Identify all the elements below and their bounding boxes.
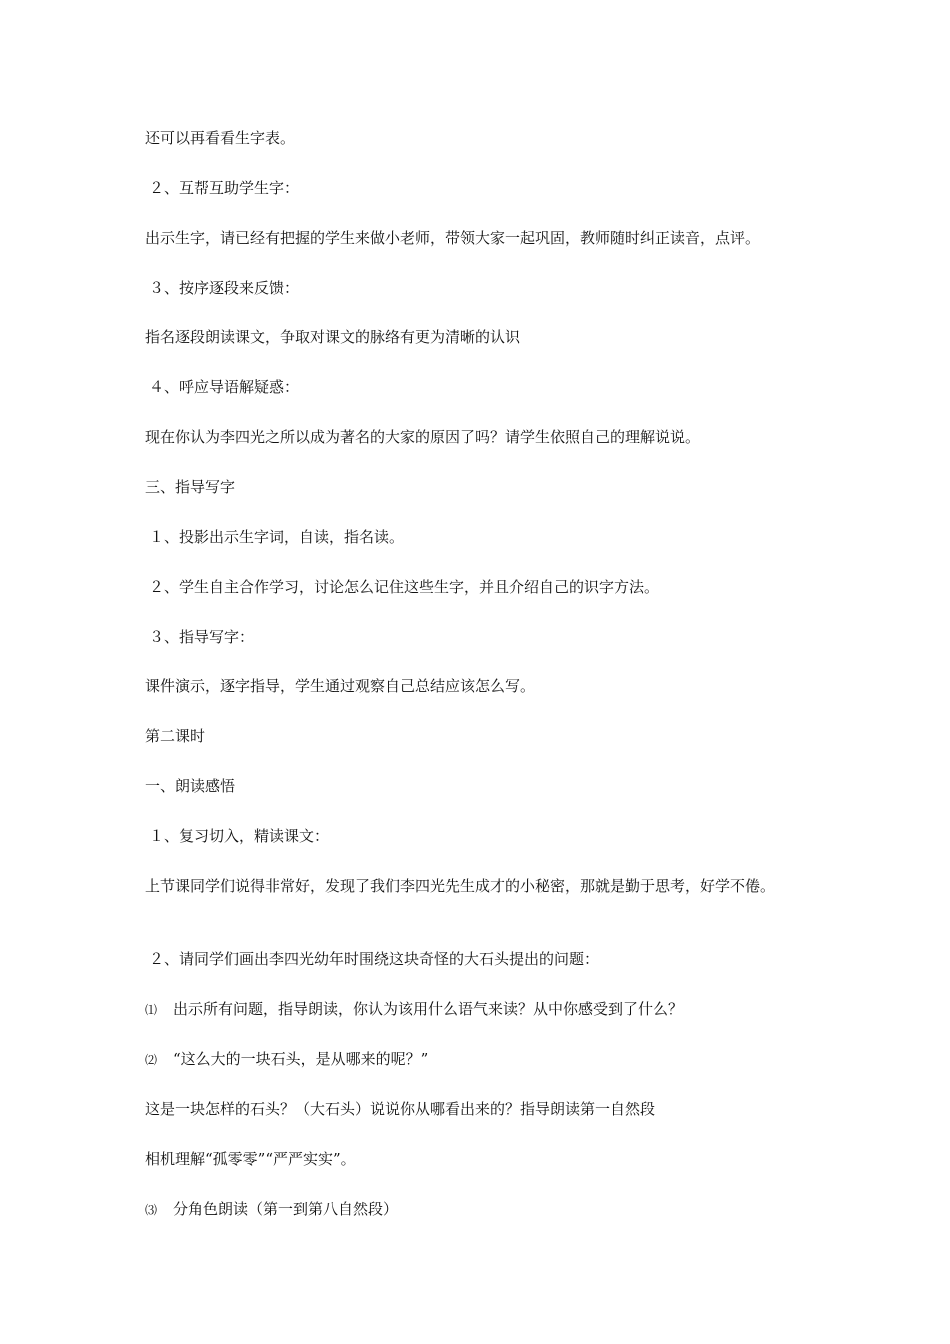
numbered-item: ３、指导写字： [149, 628, 255, 646]
paragraph: 这是一块怎样的石头？（大石头）说说你从哪看出来的？指导朗读第一自然段 [145, 1100, 656, 1118]
paragraph: 现在你认为李四光之所以成为著名的大家的原因了吗？请学生依照自己的理解说说。 [145, 428, 701, 446]
section-heading: 一、朗读感悟 [145, 777, 236, 795]
paragraph: 还可以再看看生字表。 [145, 129, 296, 147]
subitem-marker: ⑵ [145, 1053, 158, 1067]
numbered-item: ４、呼应导语解疑惑： [149, 378, 300, 396]
paragraph: 指名逐段朗读课文，争取对课文的脉络有更为清晰的认识 [145, 328, 521, 346]
section-heading: 三、指导写字 [145, 478, 236, 496]
numbered-item: ２、互帮互助学生字： [149, 179, 300, 197]
numbered-item: １、投影出示生字词，自读，指名读。 [149, 528, 405, 546]
numbered-item: ３、按序逐段来反馈： [149, 279, 300, 297]
lesson-heading: 第二课时 [145, 727, 206, 745]
paragraph: 出示生字，请已经有把握的学生来做小老师，带领大家一起巩固，教师随时纠正读音，点评。 [145, 229, 761, 247]
subitem-text: “这么大的一块石头，是从哪来的呢？” [173, 1050, 429, 1068]
subitem-text: 分角色朗读（第一到第八自然段） [173, 1200, 399, 1218]
paragraph: 相机理解“孤零零”“严严实实”。 [145, 1150, 356, 1168]
subitem [145, 1048, 825, 1071]
numbered-item: ２、请同学们画出李四光幼年时围绕这块奇怪的大石头提出的问题： [149, 950, 600, 968]
numbered-item: ２、学生自主合作学习，讨论怎么记住这些生字，并且介绍自己的识字方法。 [149, 578, 660, 596]
subitem-marker: ⑴ [145, 1003, 158, 1017]
subitem [145, 998, 825, 1021]
paragraph: 课件演示，逐字指导，学生通过观察自己总结应该怎么写。 [145, 677, 536, 695]
subitem [145, 1198, 825, 1221]
subitem-text: 出示所有问题，指导朗读，你认为该用什么语气来读？从中你感受到了什么？ [173, 1000, 684, 1018]
numbered-item: １、复习切入，精读课文： [149, 827, 330, 845]
paragraph: 上节课同学们说得非常好，发现了我们李四光先生成才的小秘密，那就是勤于思考，好学不倦。 [145, 877, 776, 895]
subitem-marker: ⑶ [145, 1203, 158, 1217]
